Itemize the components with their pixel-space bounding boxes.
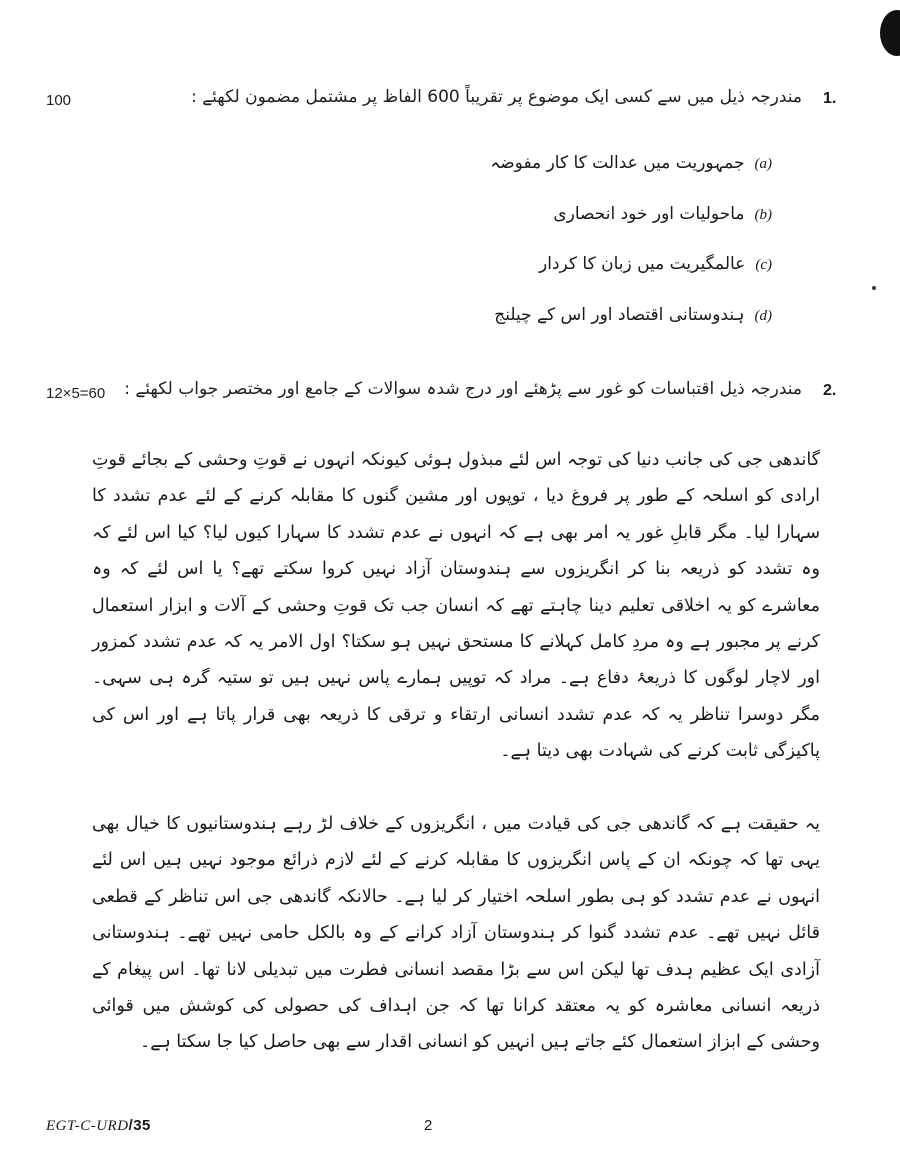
question-1-number: 1. [823,90,837,107]
option-d-text: ہندوستانی اقتصاد اور اس کے چیلنج [494,305,745,325]
option-b-label: (b) [754,207,772,223]
option-a-label: (a) [754,156,772,172]
paper-code [46,1117,151,1135]
option-c-text: عالمگیریت میں زبان کا کردار [539,254,746,274]
scan-speck [872,286,876,290]
question-1-marks: 100 [46,92,72,109]
passage-paragraph-2: یہ حقیقت ہے کہ گاندھی جی کی قیادت میں ، انگریزوں کے خلاف لڑ رہے ہندوستانیوں کا خیال بھی یہی تھا کہ چونکہ ان کے پاس انگریزوں کا مقابلہ کرنے کے لئے لازم ذرائع موجود نہیں ہیں اس لئے انہوں نے عدم تشدد کو ہی بطور اسلحہ اختیار کر لیا ہے۔ حالانکہ گاندھی جی اس تناظر کے قطعی قائل نہیں تھے۔ عدم تشدد گنوا کر ہندوستان آزاد کرانے کے وہ بالکل حامی نہیں تھے۔ ہندوستانی آزادی ایک عظیم ہدف تھا لیکن اس سے بڑا مقصد انسانی فطرت میں تبدیلی لانا تھا۔ اس پیغام کے ذریعہ انسانی معاشرہ کو یہ معتقد کرانا تھا کہ جن اہداف کی حصولی کی کوشش میں قوائی وحشی کے ابزاز استعمال کئے جاتے ہیں انہیں کو انسانی اقدار سے بھی حاصل کیا جا سکتا ہے۔ [92,814,820,1053]
option-d [494,304,772,325]
question-2-number: 2. [823,382,837,399]
paper-code-number: /35 [128,1117,151,1134]
option-a [490,152,772,173]
option-d-label: (d) [754,308,772,324]
option-b [553,204,772,224]
question-2-marks: 12×5=60 [46,385,106,402]
question-2-text: مندرجہ ذیل اقتباسات کو غور سے پڑھئے اور درج شدہ سوالات کے جامع اور مختصر جواب لکھئے : [124,379,802,399]
option-a-text: جمہوریت میں عدالت کا کار مفوضہ [490,153,745,173]
registration-mark [880,10,900,56]
option-c [539,254,772,274]
passage-paragraph-1: گاندھی جی کی جانب دنیا کی توجہ اس لئے مبذول ہوئی کیونکہ انہوں نے قوتِ وحشی کے بجائے قوتِ ارادی کو اسلحہ کے طور پر فروغ دیا ، توپوں اور مشین گنوں کا مقابلہ کرنے کے لئے عدم تشدد کا سہارا لیا۔ مگر قابلِ غور یہ امر بھی ہے کہ انہوں نے عدم تشدد کا سہارا کیوں لیا؟ کیا اس لئے کہ وہ تشدد کو ذریعہ بنا کر انگریزوں سے ہندوستان آزاد نہیں کروا سکتے تھے؟ یا اس لئے کہ وہ معاشرے کو یہ اخلاقی تعلیم دینا چاہتے تھے کہ انسان جب تک قوتِ وحشی کے آلات و ابزار استعمال کرنے پر مجبور ہے وہ مردِ کامل کہلانے کا مستحق نہیں ہو سکتا؟ اول الامر یہ کہ عدم تشدد کمزور اور لاچار لوگوں کا ذریعۂ دفاع ہے۔ مراد کہ توپیں ہمارے پاس نہیں ہیں تو ستیہ گرہ ہی سہی۔ مگر دوسرا تناظر یہ کہ عدم تشدد انسانی ارتقاء و ترقی کا ذریعہ بھی قرار پاتا ہے اور اس کی پاکیزگی ثابت کرنے کی شہادت بھی دیتا ہے۔ [92,450,820,762]
question-1-text: مندرجہ ذیل میں سے کسی ایک موضوع پر تقریباً 600 الفاظ پر مشتمل مضمون لکھئے : [191,87,802,107]
page-number: 2 [424,1117,433,1134]
option-c-label: (c) [755,257,772,273]
paper-code-prefix: EGT-C-URD [46,1118,129,1134]
option-b-text: ماحولیات اور خود انحصاری [553,204,745,224]
